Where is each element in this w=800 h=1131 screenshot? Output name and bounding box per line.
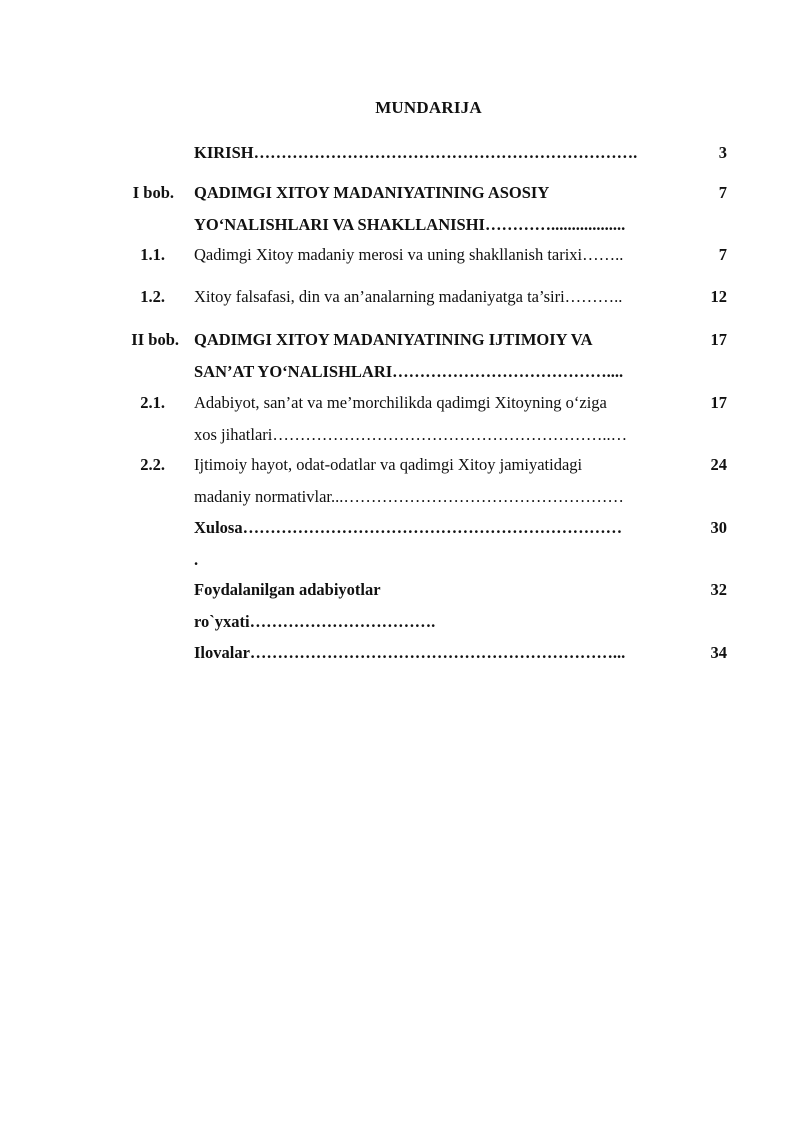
toc-section-2-1-line2[interactable]: xos jihatlari……………………………………………………..… xyxy=(194,425,628,444)
toc-page-chapter-1: 7 xyxy=(718,183,727,202)
toc-entry-xulosa-line2: . xyxy=(194,550,199,569)
toc-chapter-1-line2[interactable]: YO‘NALISHLARI VA SHAKLLANISHI………….................. xyxy=(194,215,626,234)
toc-entry-kirish[interactable]: KIRISH……………………………………………………………. xyxy=(194,143,638,162)
toc-page-ilovalar: 34 xyxy=(710,643,727,662)
toc-chapter-number: I bob. xyxy=(132,183,174,202)
toc-entry-ilovalar[interactable]: Ilovalar…………………………………………………………... xyxy=(194,643,626,662)
toc-page-section-1-1: 7 xyxy=(718,245,727,264)
toc-title: MUNDARIJA xyxy=(375,98,482,117)
toc-entry-xulosa[interactable]: Xulosa…………………………………………………………… xyxy=(194,518,623,537)
toc-section-number: 1.1. xyxy=(140,245,165,264)
toc-chapter-number: II bob. xyxy=(131,330,179,349)
toc-section-1-2[interactable]: Xitoy falsafasi, din va an’analarning madaniyatga ta’siri……….. xyxy=(194,287,623,306)
toc-section-2-1-line1[interactable]: Adabiyot, san’at va me’morchilikda qadimgi Xitoyning o‘ziga xyxy=(194,393,607,412)
toc-chapter-2-line2[interactable]: SAN’AT YO‘NALISHLARI………………………………….... xyxy=(194,362,624,381)
toc-chapter-1-line1[interactable]: QADIMGI XITOY MADANIYATINING ASOSIY xyxy=(194,183,550,202)
toc-chapter-2-line1[interactable]: QADIMGI XITOY MADANIYATINING IJTIMOIY VA xyxy=(194,330,593,349)
toc-page-chapter-2: 17 xyxy=(710,330,727,349)
toc-entry-references-line2[interactable]: ro`yxati……………………………. xyxy=(194,612,436,631)
toc-page-kirish: 3 xyxy=(718,143,727,162)
toc-page-references: 32 xyxy=(710,580,727,599)
toc-section-1-1[interactable]: Qadimgi Xitoy madaniy merosi va uning shakllanish tarixi…….. xyxy=(194,245,624,264)
toc-section-number: 1.2. xyxy=(140,287,165,306)
toc-page-section-2-2: 24 xyxy=(710,455,727,474)
toc-page-xulosa: 30 xyxy=(710,518,727,537)
toc-page-section-2-1: 17 xyxy=(710,393,727,412)
toc-entry-references-line1[interactable]: Foydalanilgan adabiyotlar xyxy=(194,580,381,599)
toc-section-number: 2.2. xyxy=(140,455,165,474)
toc-page-section-1-2: 12 xyxy=(710,287,727,306)
toc-section-number: 2.1. xyxy=(140,393,165,412)
toc-section-2-2-line1[interactable]: Ijtimoiy hayot, odat-odatlar va qadimgi Xitoy jamiyatidagi xyxy=(194,455,583,474)
toc-section-2-2-line2[interactable]: madaniy normativlar...…………………………………………… xyxy=(194,487,624,506)
